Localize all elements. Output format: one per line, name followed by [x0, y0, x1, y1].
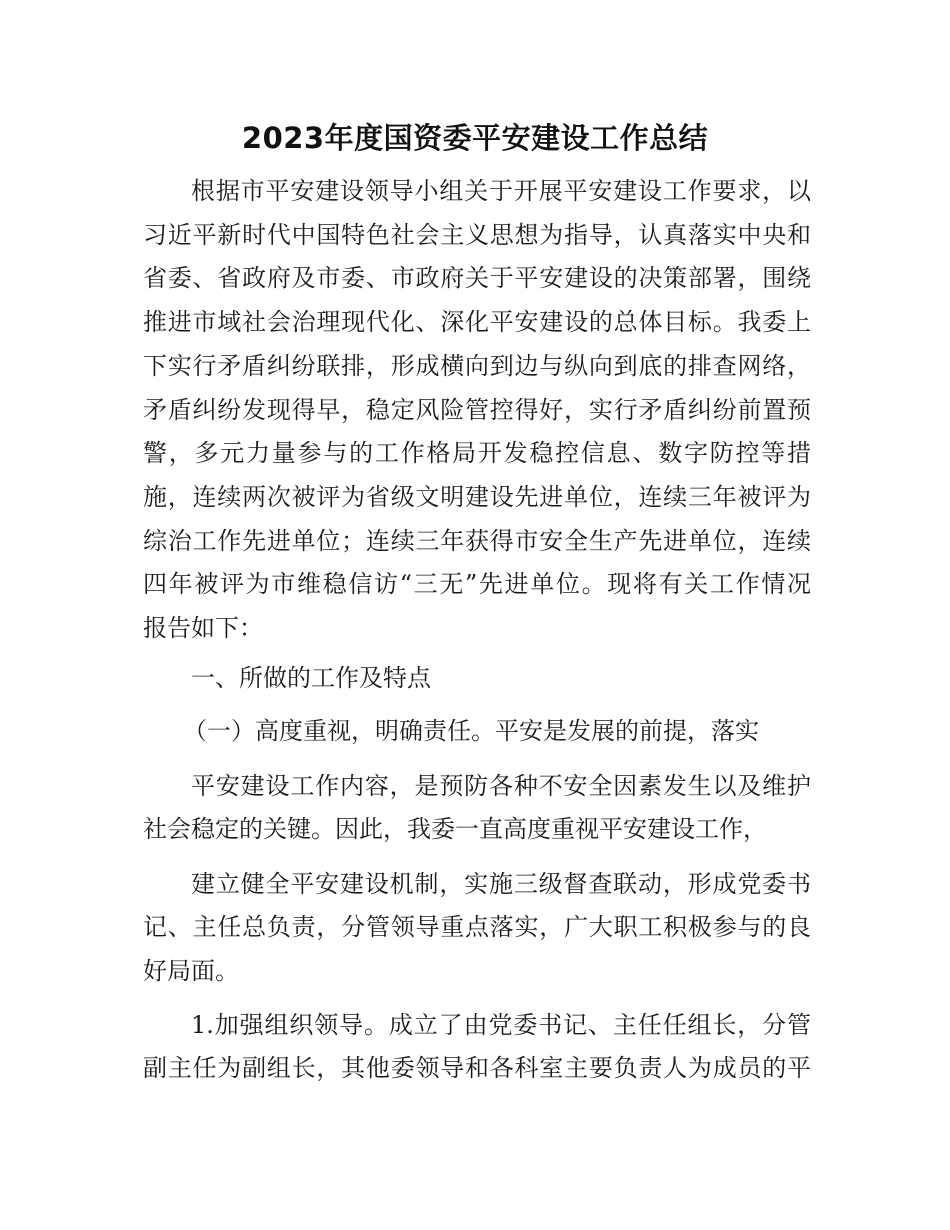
paragraph-line: 建立健全平安建设机制，实施三级督查联动，形成党委书	[191, 870, 811, 898]
intro-line: 下实行矛盾纠纷联排，形成横向到边与纵向到底的排查网络，	[143, 352, 811, 380]
paragraph-line: 平安建设工作内容，是预防各种不安全因素发生以及维护	[191, 772, 811, 800]
intro-line: 矛盾纠纷发现得早，稳定风险管控得好，实行矛盾纠纷前置预	[143, 396, 811, 424]
document-title: 2023年度国资委平安建设工作总结	[241, 121, 709, 155]
intro-line: 综治工作先进单位；连续三年获得市安全生产先进单位，连续	[143, 527, 811, 555]
intro-line: 四年被评为市维稳信访“三无”先进单位。现将有关工作情况	[143, 570, 811, 598]
intro-line: 省委、省政府及市委、市政府关于平安建设的决策部署，围绕	[143, 264, 811, 292]
intro-line: 报告如下：	[143, 614, 263, 642]
paragraph-line: 好局面。	[143, 957, 239, 985]
subheading: （一）高度重视，明确责任。平安是发展的前提，落实	[183, 717, 759, 745]
intro-line: 施，连续两次被评为省级文明建设先进单位，连续三年被评为	[143, 483, 811, 511]
intro-line: 根据市平安建设领导小组关于开展平安建设工作要求，以	[191, 177, 811, 205]
section-heading: 一、所做的工作及特点	[191, 664, 431, 692]
intro-line: 警，多元力量参与的工作格局开发稳控信息、数字防控等措	[143, 439, 811, 467]
intro-line: 推进市域社会治理现代化、深化平安建设的总体目标。我委上	[143, 308, 811, 336]
paragraph-line: 副主任为副组长，其他委领导和各科室主要负责人为成员的平	[143, 1054, 811, 1082]
paragraph-line: 1.加强组织领导。成立了由党委书记、主任任组长，分管	[191, 1011, 811, 1039]
intro-line: 习近平新时代中国特色社会主义思想为指导，认真落实中央和	[143, 221, 811, 249]
paragraph-line: 社会稳定的关键。因此，我委一直高度重视平安建设工作，	[143, 815, 767, 843]
paragraph-line: 记、主任总负责，分管领导重点落实，广大职工积极参与的良	[143, 913, 811, 941]
